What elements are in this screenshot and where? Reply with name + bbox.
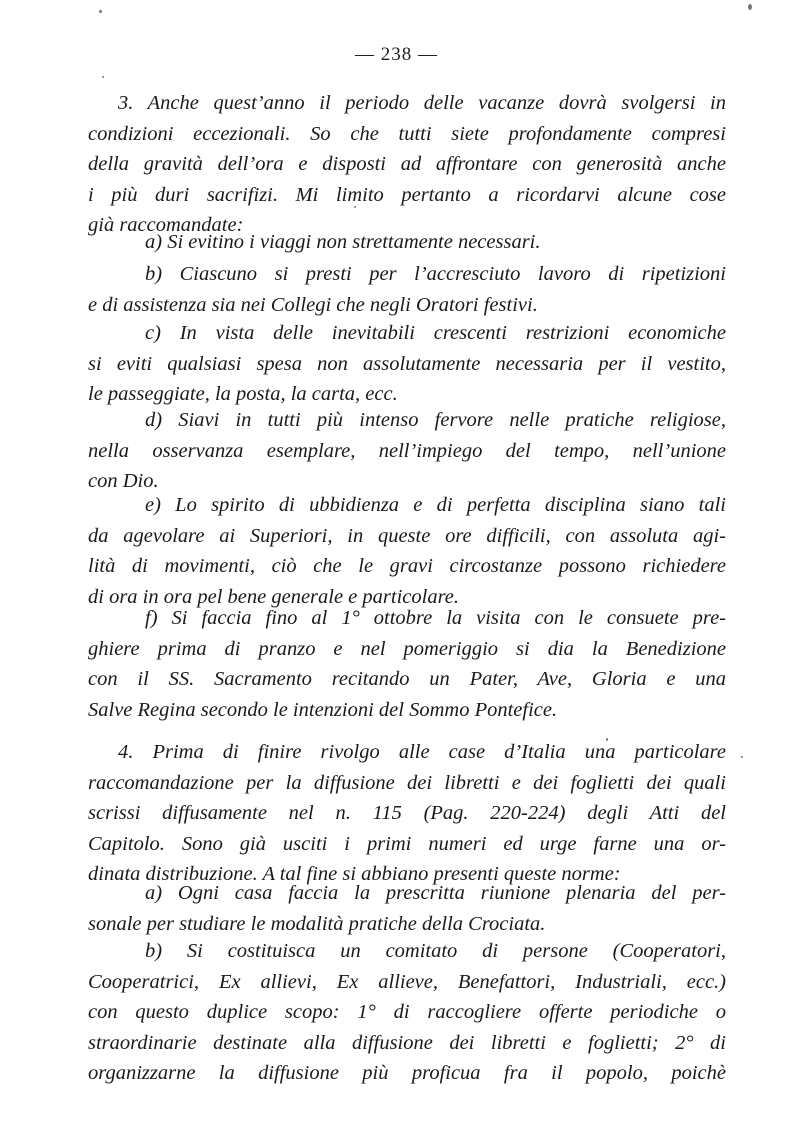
section-4-item-b	[88, 936, 726, 1089]
scan-speck	[606, 738, 608, 741]
list-item-line: da agevolare ai Superiori, in queste ore difficili, con assoluta agi-	[88, 524, 726, 547]
list-item-line: di ora in ora pel bene generale e particolare.	[88, 585, 460, 608]
list-item-line: lità di movimenti, ciò che le gravi circostanze possono richiedere	[88, 555, 726, 578]
section-3-line: i più duri sacrifizi. Mi limito pertanto a ricordarvi alcune cose	[88, 183, 726, 206]
section-4-line: Capitolo. Sono già usciti i primi numeri ed urge farne una or-	[88, 832, 726, 855]
list-item-line: nella osservanza esemplare, nell’impiego del tempo, nell’unione	[88, 439, 726, 462]
section-4-item-a	[88, 878, 726, 939]
list-item-line: a) Ogni casa faccia la prescritta riunione plenaria del per-	[145, 882, 726, 904]
section-4-line: dinata distribuzione. A tal fine si abbiano presenti queste norme:	[88, 863, 621, 886]
list-item-line: e di assistenza sia nei Collegi che negli Oratori festivi.	[88, 293, 538, 316]
section-3	[88, 88, 726, 241]
section-3-item-a	[88, 227, 726, 258]
scan-speck	[748, 4, 752, 10]
list-item-line: ghiere prima di pranzo e nel pomeriggio si dia la Benedizione	[88, 637, 726, 660]
section-3-line: condizioni eccezionali. So che tutti siete profondamente compresi	[88, 122, 726, 145]
scan-speck	[741, 756, 743, 758]
section-3-item-c	[88, 318, 726, 410]
list-item-line: si eviti qualsiasi spesa non assolutamente necessaria per il vestito,	[88, 352, 726, 375]
list-item-line: Salve Regina secondo le intenzioni del Sommo Pontefice.	[88, 698, 558, 721]
list-item-line: c) In vista delle inevitabili crescenti restrizioni economiche	[145, 322, 726, 344]
section-3-item-b	[88, 259, 726, 320]
list-item-line: d) Siavi in tutti più intenso fervore nelle pratiche religiose,	[145, 409, 726, 431]
list-item-line: con il SS. Sacramento recitando un Pater, Ave, Gloria e una	[88, 668, 726, 691]
scan-speck	[354, 206, 356, 208]
scan-speck	[102, 76, 104, 78]
section-3-item-d	[88, 405, 726, 497]
section-4	[88, 737, 726, 890]
page-number: — 238 —	[355, 44, 438, 65]
list-item-line: a) Si evitino i viaggi non strettamente necessari.	[145, 231, 541, 253]
list-item-line: organizzarne la diffusione più proficua fra il popolo, poichè	[88, 1062, 726, 1085]
list-item-line: Cooperatrici, Ex allievi, Ex allieve, Benefattori, Industriali, ecc.)	[88, 970, 726, 993]
section-4-line: raccomandazione per la diffusione dei libretti e dei foglietti dei quali	[88, 771, 726, 794]
list-item-line: con Dio.	[88, 470, 159, 493]
section-3-item-e	[88, 490, 726, 612]
list-item-line: straordinarie destinate alla diffusione dei libretti e foglietti; 2° di	[88, 1031, 726, 1054]
list-item-line: con questo duplice scopo: 1° di raccogliere offerte periodiche o	[88, 1001, 726, 1024]
section-3-line: già raccomandate:	[88, 214, 244, 237]
list-item-line: b) Ciascuno si presti per l’accresciuto lavoro di ripetizioni	[145, 263, 726, 285]
section-3-line: della gravità dell’ora e disposti ad affrontare con generosità anche	[88, 153, 726, 176]
section-3-line: 3. Anche quest’anno il periodo delle vacanze dovrà svolgersi in	[118, 92, 726, 114]
list-item-line: sonale per studiare le modalità pratiche della Crociata.	[88, 912, 546, 935]
section-4-line: scrissi diffusamente nel n. 115 (Pag. 220-224) degli Atti del	[88, 802, 726, 825]
list-item-line: f) Si faccia fino al 1° ottobre la visita con le consuete pre-	[145, 607, 726, 629]
list-item-line: le passeggiate, la posta, la carta, ecc.	[88, 383, 398, 406]
section-3-item-f	[88, 603, 726, 725]
list-item-line: e) Lo spirito di ubbidienza e di perfetta disciplina siano tali	[145, 494, 726, 516]
scan-speck	[99, 10, 102, 13]
section-4-line: 4. Prima di finire rivolgo alle case d’Italia una particolare	[118, 741, 726, 763]
list-item-line: b) Si costituisca un comitato di persone (Cooperatori,	[145, 940, 726, 962]
